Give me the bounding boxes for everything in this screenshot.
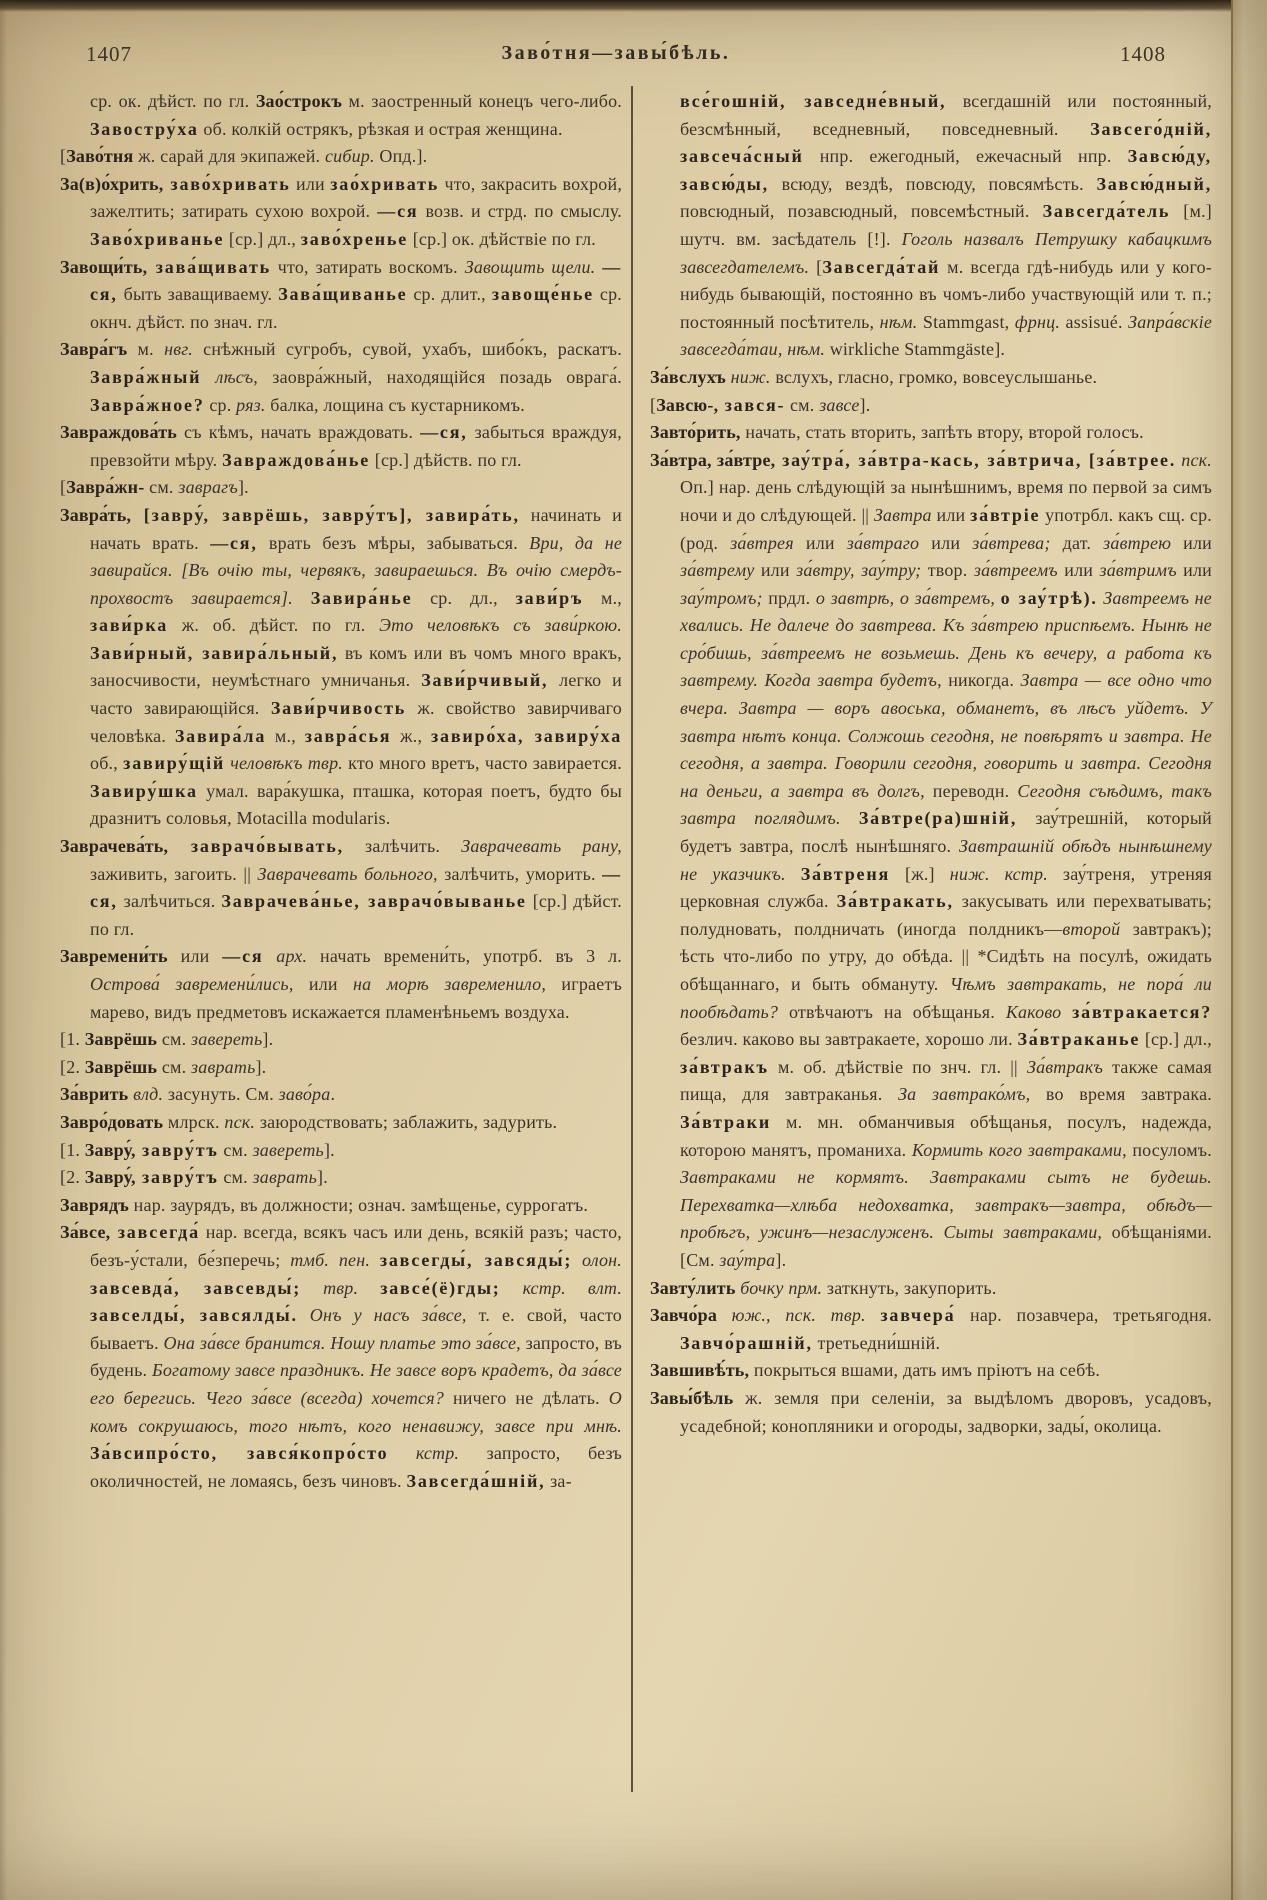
dictionary-entry: Завра́гъ м. нвг. снѣжный сугробъ, сувой, ухабъ, шибо́къ, раскатъ. Завра́жный лѣсъ, заовра́жный, находящійся позадь оврага́. Завра́жное? ср. ряз. балка, лощина съ кустарникомъ. [60,339,622,415]
right-column [650,88,1212,1440]
book-edge-strip [1233,0,1267,1900]
dictionary-entry: Завшивѣ́ть, покрыться вшами, дать имъ пріютъ на себѣ. [650,1360,1101,1381]
dictionary-entry: [2. Заврёшь см. заврать]. [60,1056,267,1077]
dictionary-entry: [Заво́тня ж. сарай для экипажей. сибир. Опд.]. [60,146,428,167]
scan-edge-top [0,0,1267,12]
dictionary-entry: Завту́лить бочку прм. заткнуть, закупорить. [650,1277,997,1298]
page-number-right: 1408 [1120,42,1166,66]
page-header [0,42,1232,72]
dictionary-entry: Завро́довать млрск. пск. заюродствовать; заблажить, задурить. [60,1111,558,1132]
dictionary-entry: Заврядъ нар. заурядъ, въ должности; означ. замѣщенье, суррогатъ. [60,1194,589,1215]
dictionary-entry: За(в)о́хрить, заво́хривать или зао́хривать что, закрасить вохрой, зажелтить; затирать сухою вохрой. —ся возв. и стрд. по смыслу. Заво́хриванье [ср.] дл., заво́хренье [ср.] ок. дѣйствіе по гл. [60,173,623,249]
dictionary-entry: За́втра, за́втре, зау́тра́, за́втра-кась, за́втрича, [за́втрее. пск. Оп.] нар. день слѣдующій за нынѣшнимъ, время по первой за симъ ночи и до слѣдующей. || Завтра или за́втріе употрбл. какъ сщ. ср. (род. за́втрея или за́втраго или за́втрева; дат. за́втрею или за́втрему или за́втру, зау́тру; твор. за́втреемъ или за́втримъ или зау́тромъ; прдл. о завтрѣ, о за́втремъ, о зау́трѣ). Завтреемъ не хвались. Не далече до завтрева. Къ за́втрею приспѣемъ. Нынѣ не сро́бишь, за́втреемъ не возьмешь. День къ вечеру, а работа къ завтрему. Когда завтра будетъ, никогда. Завтра — все одно что вчера. Завтра — воръ авоська, обманетъ, въ лѣсъ уйдетъ. У завтра нѣтъ конца. Солжошь сегодня, не повѣрятъ и завтра. Не сегодня, а завтра. Говорили сегодня, говорить и завтра. Сегодня на деньги, а завтра въ долгъ, переводн. Сегодня съѣдимъ, такъ завтра поглядимъ. За́втре(ра)шній, зау́трешній, который будетъ завтра, послѣ нынѣшняго. Завтрашній обѣдъ нынѣшнему не указчикъ. За́втреня [ж.] ниж. кстр. зау́треня, утреняя церковная служба. За́втракать, закусывать или перехватывать; полудновать, полдничать (иногда полдникъ—второй завтракъ); ѣсть что-либо по утру, до обѣда. || *Сидѣть на посулѣ, ожидать обѣщаннаго, и быть обмануту. Чѣмъ завтракать, не пора́ ли пообѣдать? отвѣчаютъ на обѣщанья. Каково за́втракается? безлич. каково вы завтракаете, хорошо ли. За́втраканье [ср.] дл., за́втракъ м. об. дѣйствіе по знч. гл. || За́втракъ также самая пища, для завтраканья. За завтрако́мъ, во время завтрака. За́втраки м. мн. обманчивыя обѣщанья, посулъ, надежда, которою манятъ, проманиха. Кормить кого завтраками, посуломъ. Завтраками не кормятъ. Завтраками сытъ не будешь. Перехватка—хлѣба недохватка, завтракъ—завтра, обѣдъ—пробѣгъ, ужинъ—незаслуженъ. Сыты завтраками, обѣщаніями. [См. зау́тра]. [650,449,1213,1270]
dictionary-entry: За́все, завсегда́ нар. всегда, всякъ часъ или день, всякій разъ; часто, безъ-у́стали, бе́зперечь; тмб. пен. завсегды́, завсяды́; олон. завсевда́, завсевды́; твр. завсе́(ё)гды; кстр. влт. завселды́, завсялды́. Онъ у насъ за́все, т. е. свой, часто бываетъ. Она за́все бранится. Ношу платье это за́все, запросто, въ будень. Богатому завсе праздникъ. Не завсе воръ крадетъ, да за́все его берегись. Чего за́все (всегда) хочется? ничего не дѣлать. О комъ сокрушаюсь, того нѣтъ, кого ненавижу, завсе при мнѣ. За́всипро́сто, зався́копро́сто кстр. запросто, безъ околичностей, не ломаясь, безъ чиновъ. Завсегда́шній, за- [60,1222,623,1491]
page-title: Заво́тня—завы́бѣль. [501,42,731,64]
dictionary-entry: [1. Заврёшь см. завереть]. [60,1029,274,1050]
dictionary-entry: [2. Завру́, завру́тъ см. заврать]. [60,1167,328,1188]
dictionary-entry: [Завсю-, зався- см. завсе]. [650,394,871,415]
dictionary-entry: За́врить влд. засунуть. См. заво́ра. [60,1084,336,1105]
dictionary-entry: [Завра́жн- см. заврагъ]. [60,477,249,498]
dictionary-entry: ср. ок. дѣйст. по гл. Зао́строкъ м. заостренный конецъ чего-либо. Завостру́ха об. колкій острякъ, рѣзкая и острая женщина. [90,91,622,139]
dictionary-entry: Завчо́ра юж., пск. твр. завчера́ нар. позавчера, третьягодня. Завчо́рашній, третьедни́шній. [650,1305,1213,1353]
dictionary-entry: Завто́рить, начать, стать вторить, запѣть втору, второй голосъ. [650,422,1144,443]
dictionary-entry: Завощи́ть, зава́щивать что, затирать воскомъ. Завощить щели. —ся, быть заващиваему. Зава́щиванье ср. длит., завоще́нье ср. окнч. дѣйст. по знач. гл. [60,256,623,332]
dictionary-entry: Завремени́ть или —ся арх. начать времени́ть, употрб. въ 3 л. Острова́ завремени́лись, или на морѣ завременило, играетъ марево, видъ предметовъ искажается пламенѣньемъ воздуха. [60,946,623,1022]
dictionary-entry: Завы́бѣль ж. земля при селеніи, за выдѣломъ дворовъ, усадовъ, усадебной; конопляники и огороды, задворки, зады́, околица. [650,1387,1212,1436]
dictionary-entry: Завраждова́ть съ кѣмъ, начать враждовать. —ся, забыться враждуя, превзойти мѣру. Завраждова́нье [ср.] дѣйств. по гл. [60,422,622,470]
scan-edge-left [0,0,7,1900]
dictionary-entry: Заврачева́ть, заврачо́вывать, залѣчить. Заврачевать рану, заживить, загоить. || Заврачевать больного, залѣчить, уморить. —ся, залѣчиться. Заврачева́нье, заврачо́выванье [ср.] дѣйст. по гл. [60,836,622,939]
dictionary-entry: [1. Завру́, завру́тъ см. завереть]. [60,1139,335,1160]
dictionary-entry: все́гошній, завседне́вный, всегдашній или постоянный, безсмѣнный, вседневный, повседневный. Завсего́дній, завсеча́сный нпр. ежегодный, ежечасный нпр. Завсю́ду, завсю́ды, всюду, вездѣ, повсюду, повсямѣсть. Завсю́дный, повсюдный, позавсюдный, повсемѣстный. Завсегда́тель [м.] шутч. вм. засѣдатель [!]. Гоголь назвалъ Петрушку кабацкимъ завсегдателемъ. [Завсегда́тай м. всегда гдѣ-нибудь или у кого-нибудь бывающій, постоянно въ чомъ-либо участвующій или т. п.; постоянный посѣтитель, нѣм. Stammgast, фрнц. assisué. Запра́вскіе завсегда́таи, нѣм. wirkliche Stammgäste]. [680,91,1213,360]
left-column [60,88,622,1495]
page-number-left: 1407 [86,42,132,66]
dictionary-entry: Завра́ть, [завру́, заврёшь, завру́тъ], завира́ть, начинать и начать врать. —ся, врать безъ мѣры, забываться. Ври, да не завирайся. [Въ очію ты, червякъ, завираешься. Въ очію смердъ-прохвостъ завирается]. Завира́нье ср. дл., зави́ръ м., зави́рка ж. об. дѣйст. по гл. Это человѣкъ съ зави́ркою. Зави́рный, завира́льный, въ комъ или въ чомъ много вракъ, заносчивости, неумѣстнаго умничанья. Зави́рчивый, легко и часто завирающійся. Зави́рчивость ж. свойство завирчиваго человѣка. Завира́ла м., завра́сья ж., завиро́ха, завиру́ха об., завиру́щій человѣкъ твр. кто много вретъ, часто завирается. Завиру́шка умал. вара́кушка, пташка, которая поетъ, будто бы дразнитъ соловья, Motacilla modularis. [60,504,623,829]
column-divider-rule [631,86,633,1792]
dictionary-entry: За́вслухъ ниж. вслухъ, гласно, громко, вовсеуслышанье. [650,366,1098,387]
